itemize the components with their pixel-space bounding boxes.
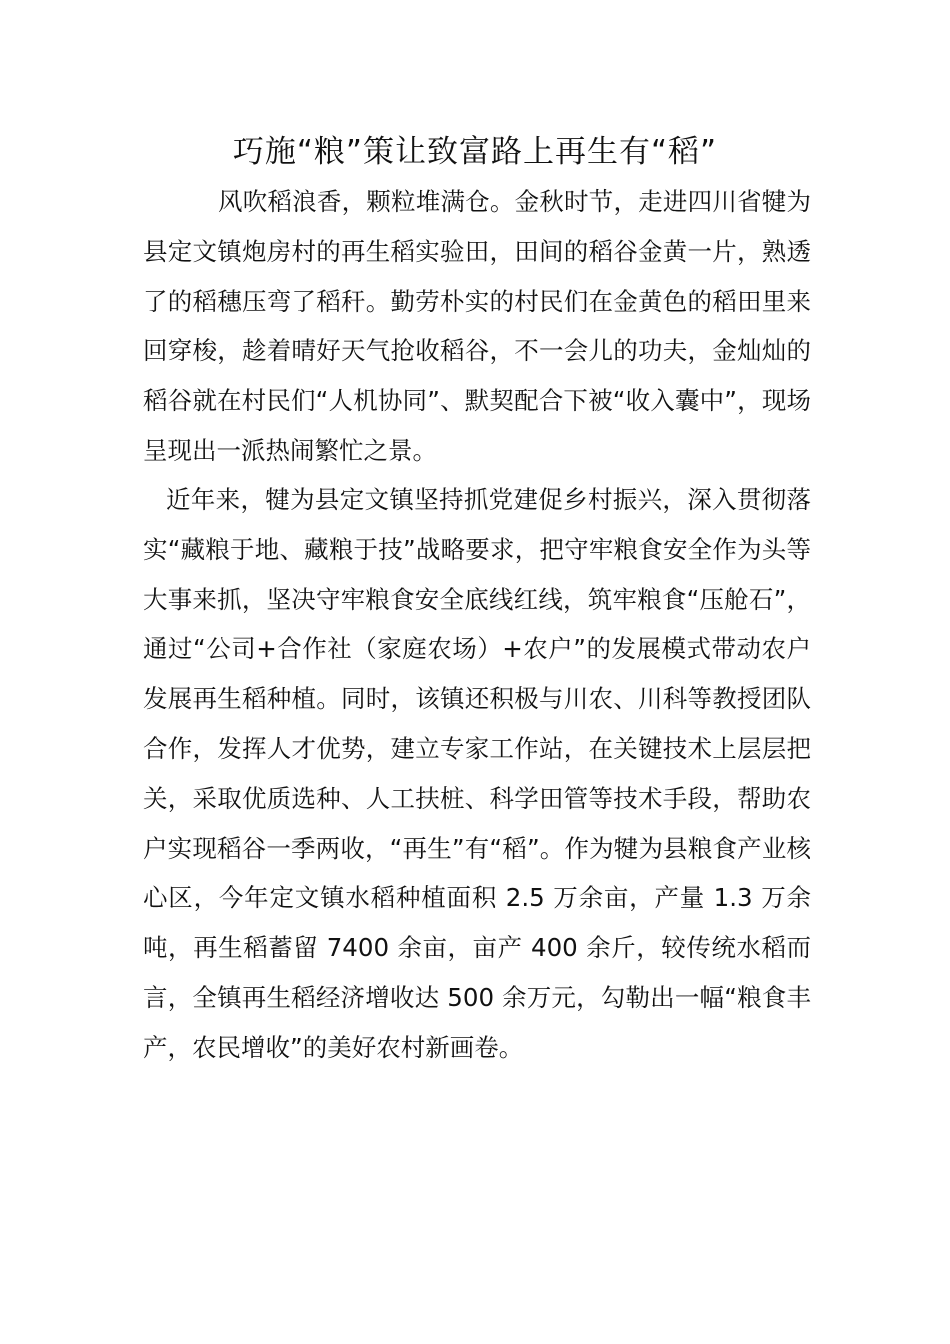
paragraph-harvest-scene: 风吹稻浪香，颗粒堆满仓。金秋时节，走进四川省犍为县定文镇炮房村的再生稻实验田，田间的稻谷金黄一片，熟透了的稻穗压弯了稻秆。勤劳朴实的村民们在金黄色的稻田里来回穿梭，趁着晴好天气抢收稻谷，不一会儿的功夫，金灿灿的稻谷就在村民们“人机协同”、默契配合下被“收入囊中”，现场呈现出一派热闹繁忙之景。 xyxy=(143,187,811,465)
paragraph-town-measures: 近年来，犍为县定文镇坚持抓党建促乡村振兴，深入贯彻落实“藏粮于地、藏粮于技”战略要求，把守牢粮食安全作为头等大事来抓，坚决守牢粮食安全底线红线，筑牢粮食“压舱石”，通过“公司+合作社（家庭农场）+农户”的发展模式带动农户发展再生稻种植。同时，该镇还积极与川农、川科等教授团队合作，发挥人才优势，建立专家工作站，在关键技术上层层把关，采取优质选种、人工扶桩、科学田管等技术手段，帮助农户实现稻谷一季两收，“再生”有“稻”。作为犍为县粮食产业核心区，今年定文镇水稻种植面积 2.5 万余亩，产量 1.3 万余吨，再生稻蓄留 7400 余亩，亩产 400 余斤，较传统水稻而言，全镇再生稻经济增收达 500 余万元，勾勒出一幅“粮食丰产，农民增收”的美好农村新画卷。 xyxy=(143,485,811,1062)
article-title: 巧施“粮”策让致富路上再生有“稻” xyxy=(232,134,718,170)
